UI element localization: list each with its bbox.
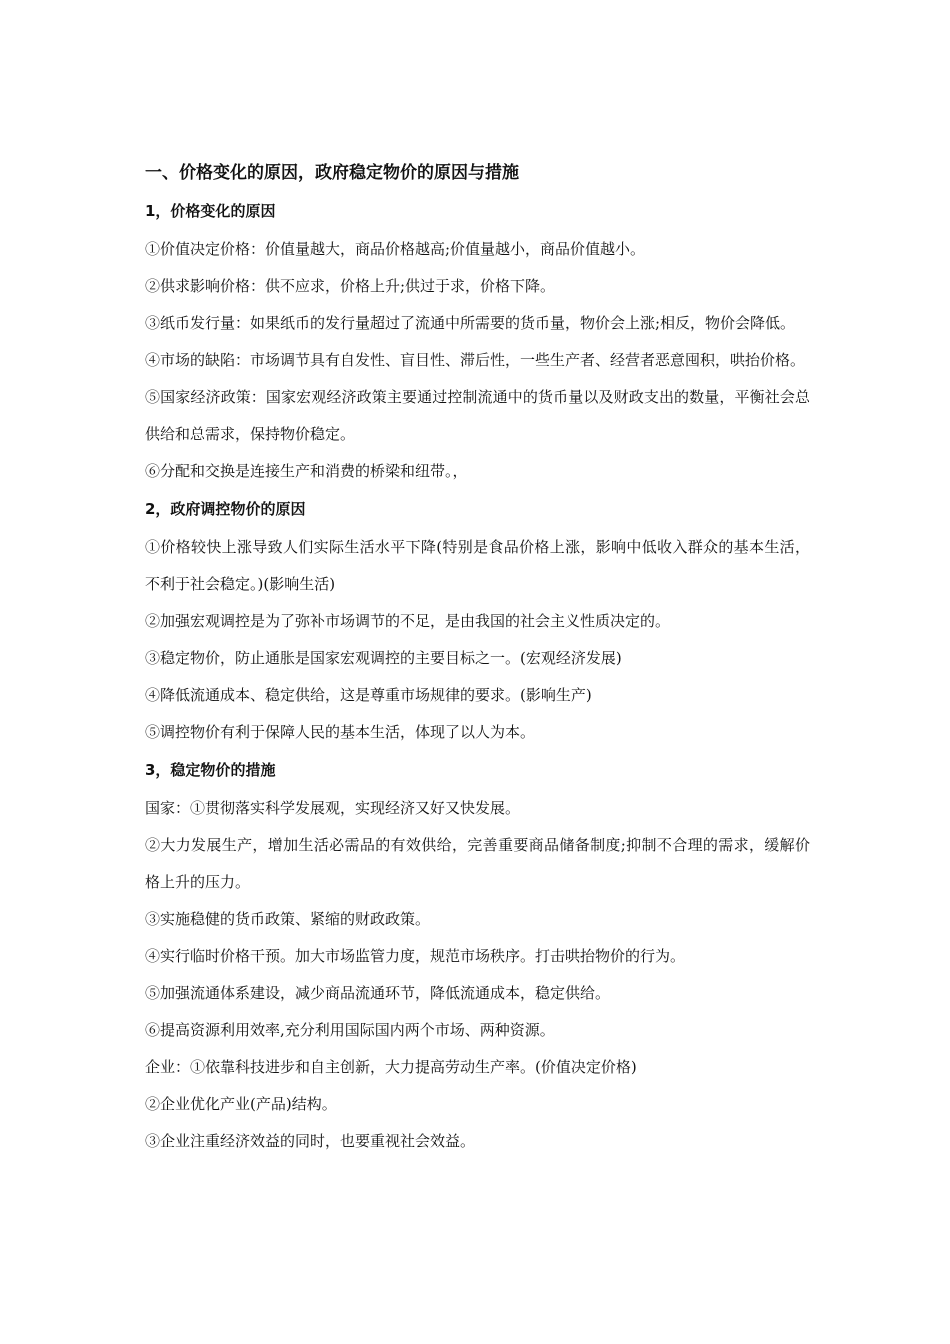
paragraph: ⑥提高资源利用效率,充分利用国际国内两个市场、两种资源。 bbox=[145, 1021, 555, 1039]
paragraph: ⑤加强流通体系建设，减少商品流通环节，降低流通成本，稳定供给。 bbox=[145, 984, 611, 1002]
section-heading: 1，价格变化的原因 bbox=[145, 202, 276, 220]
paragraph: ①价格较快上涨导致人们实际生活水平下降(特别是食品价格上涨，影响中低收入群众的基本生活，不利于社会稳定。)(影响生活) bbox=[145, 538, 810, 593]
paragraph: ②加强宏观调控是为了弥补市场调节的不足，是由我国的社会主义性质决定的。 bbox=[145, 612, 671, 630]
section-price-stabilization-measures bbox=[145, 753, 810, 1160]
paragraph: ⑤国家经济政策：国家宏观经济政策主要通过控制流通中的货币量以及财政支出的数量，平衡社会总供给和总需求，保持物价稳定。 bbox=[145, 388, 810, 443]
paragraph: 企业：①依靠科技进步和自主创新，大力提高劳动生产率。(价值决定价格) bbox=[145, 1058, 637, 1076]
section-heading: 2，政府调控物价的原因 bbox=[145, 500, 306, 518]
document-title: 一、价格变化的原因，政府稳定物价的原因与措施 bbox=[145, 163, 519, 183]
paragraph: ③实施稳健的货币政策、紧缩的财政政策。 bbox=[145, 910, 431, 928]
paragraph: ①价值决定价格：价值量越大，商品价格越高;价值量越小，商品价值越小。 bbox=[145, 240, 646, 258]
paragraph: ②供求影响价格：供不应求，价格上升;供过于求，价格下降。 bbox=[145, 277, 556, 295]
paragraph: 国家：①贯彻落实科学发展观，实现经济又好又快发展。 bbox=[145, 799, 521, 817]
section-price-change-causes bbox=[145, 194, 810, 490]
paragraph: ④降低流通成本、稳定供给，这是尊重市场规律的要求。(影响生产) bbox=[145, 686, 592, 704]
section-government-regulation-reasons bbox=[145, 492, 810, 751]
paragraph: ③稳定物价，防止通胀是国家宏观调控的主要目标之一。(宏观经济发展) bbox=[145, 649, 622, 667]
paragraph: ②大力发展生产，增加生活必需品的有效供给，完善重要商品储备制度;抑制不合理的需求，缓解价格上升的压力。 bbox=[145, 836, 810, 891]
paragraph: ③企业注重经济效益的同时，也要重视社会效益。 bbox=[145, 1132, 476, 1150]
paragraph: ③纸币发行量：如果纸币的发行量超过了流通中所需要的货币量，物价会上涨;相反，物价会降低。 bbox=[145, 314, 796, 332]
paragraph: ④市场的缺陷：市场调节具有自发性、盲目性、滞后性，一些生产者、经营者恶意囤积，哄抬价格。 bbox=[145, 351, 806, 369]
document-body bbox=[145, 156, 810, 1160]
paragraph: ②企业优化产业(产品)结构。 bbox=[145, 1095, 337, 1113]
paragraph: ⑤调控物价有利于保障人民的基本生活，体现了以人为本。 bbox=[145, 723, 536, 741]
paragraph: ⑥分配和交换是连接生产和消费的桥梁和纽带。， bbox=[145, 462, 468, 480]
paragraph: ④实行临时价格干预。加大市场监管力度，规范市场秩序。打击哄抬物价的行为。 bbox=[145, 947, 686, 965]
section-heading: 3，稳定物价的措施 bbox=[145, 761, 276, 779]
